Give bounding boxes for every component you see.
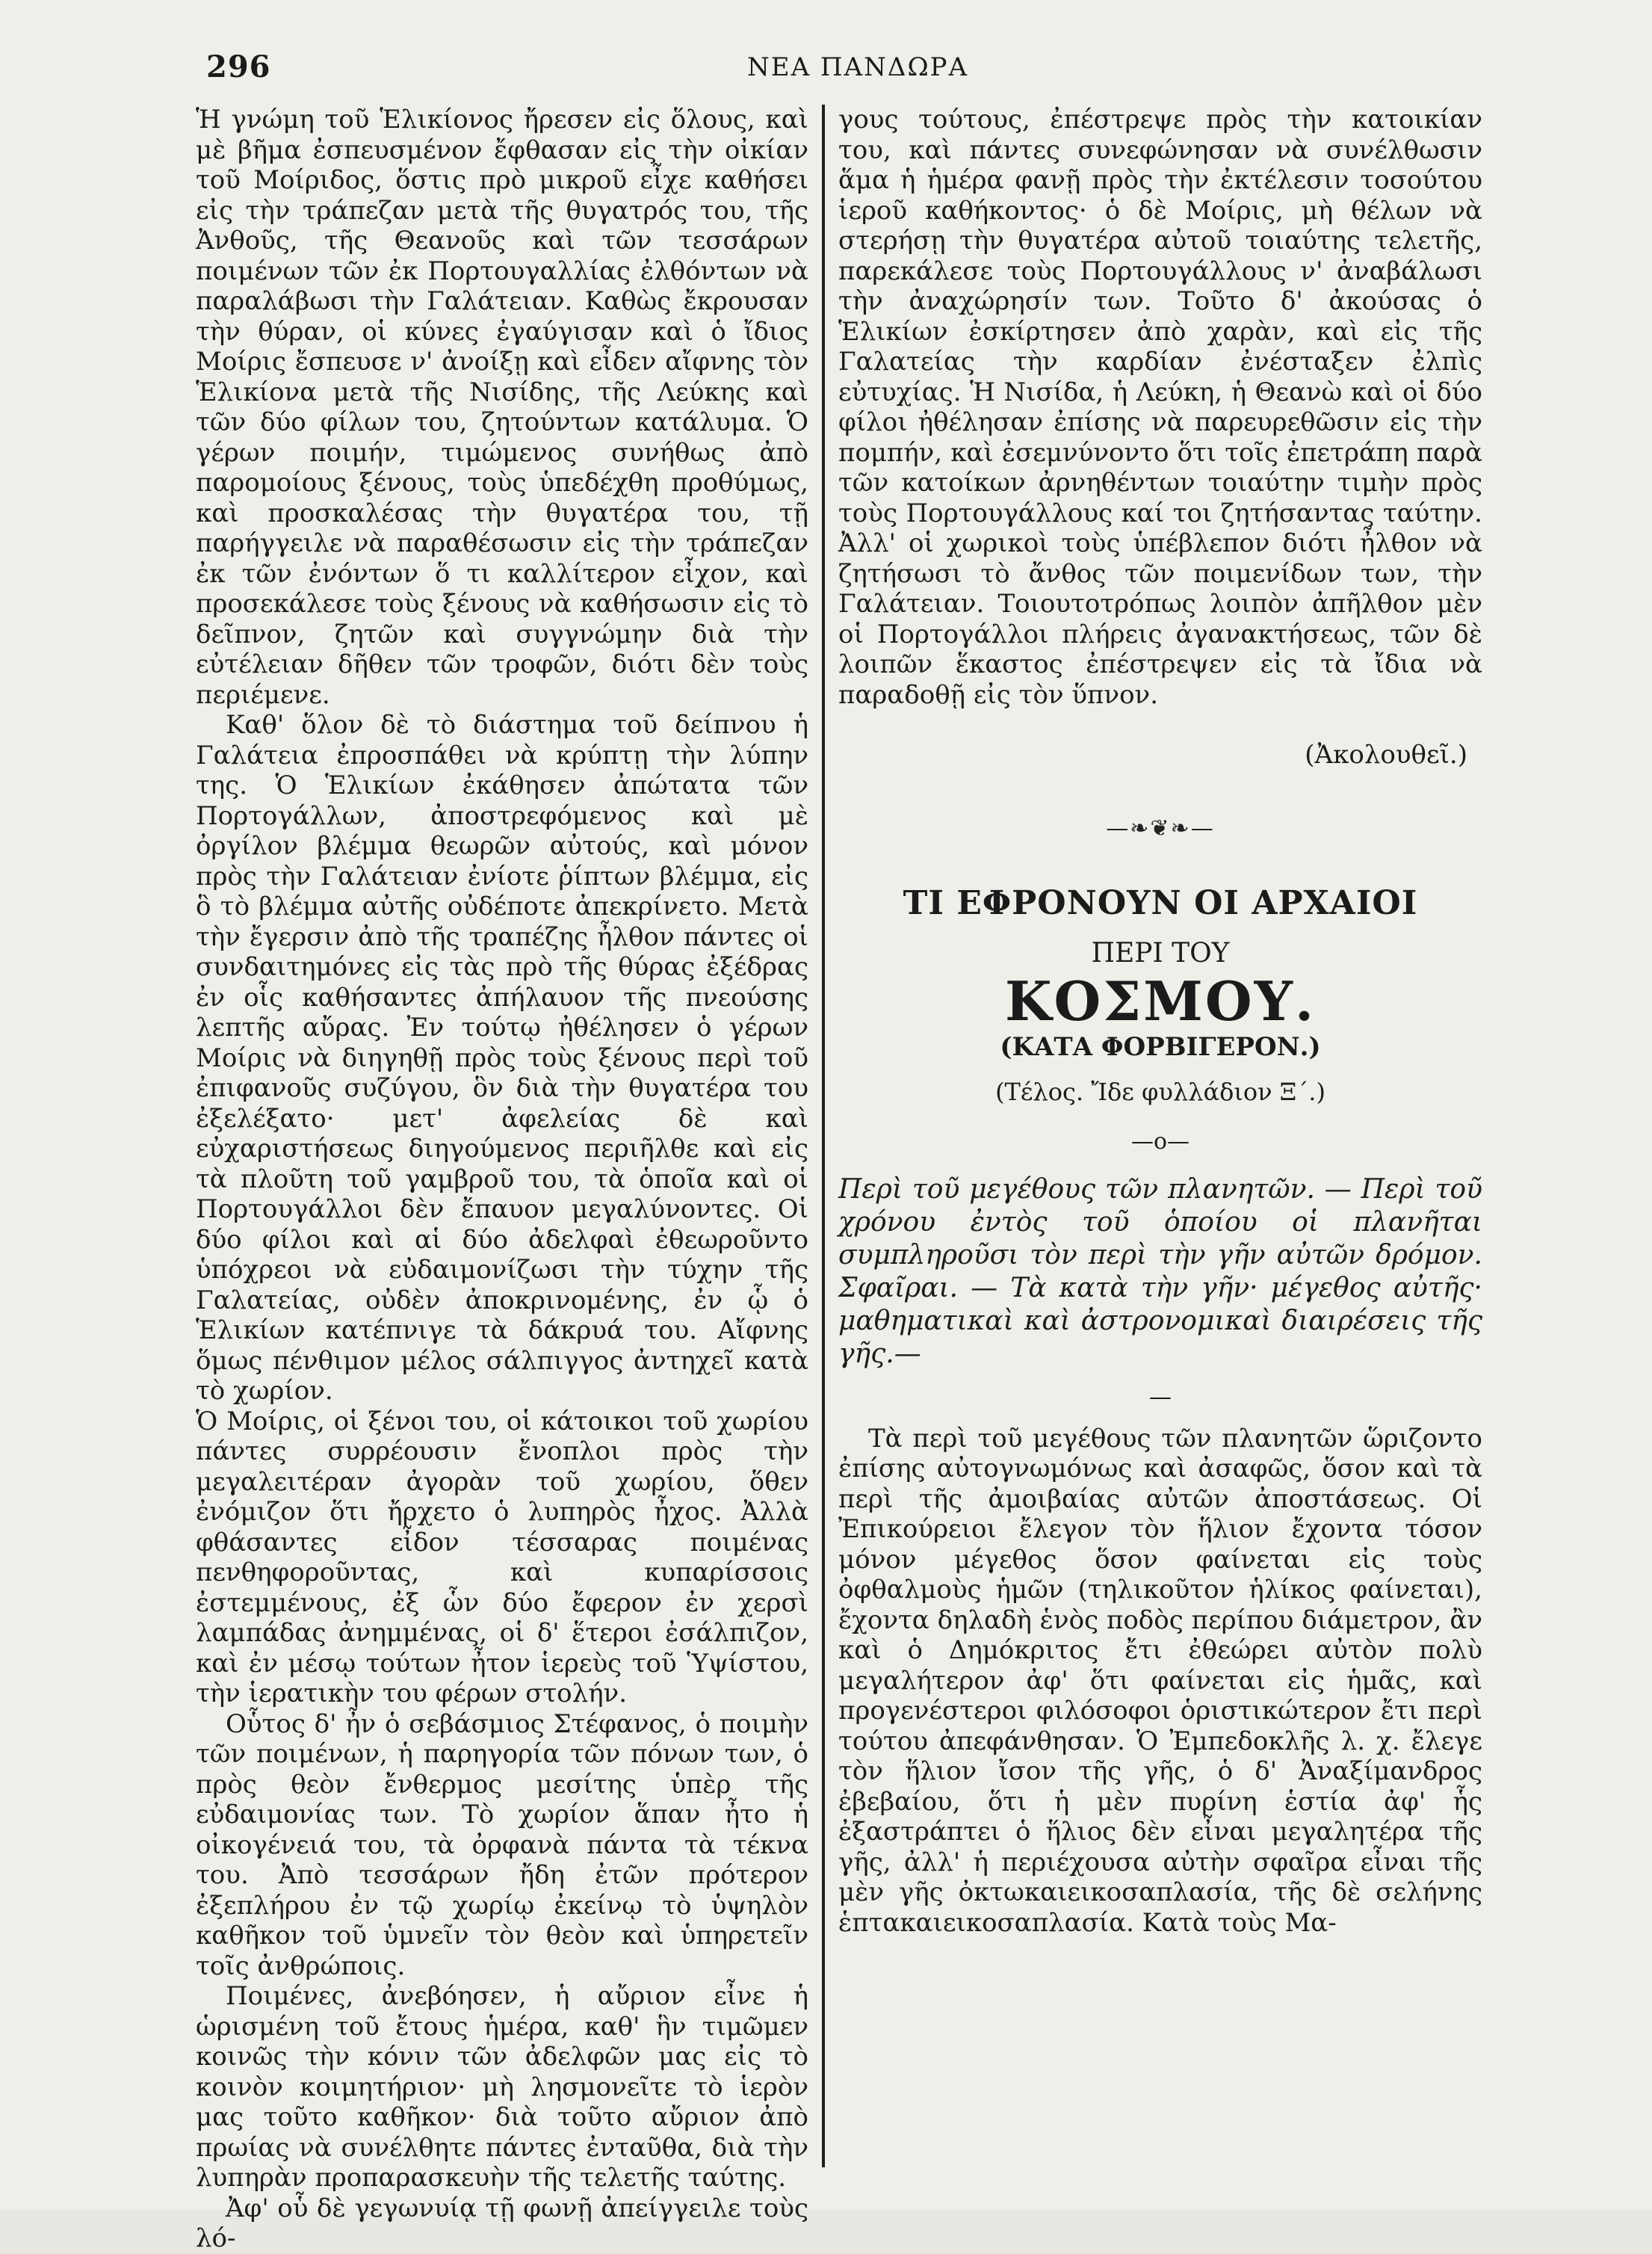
section-rule-short: — (1149, 1384, 1172, 1410)
column-divider (822, 105, 825, 2167)
left-column (196, 105, 808, 2253)
running-head (0, 49, 1652, 97)
article-title: ΤΙ ΕΦΡΟΝΟΥΝ ΟΙ ΑΡΧΑΙΟΙ (903, 884, 1418, 922)
to-be-continued-note: (Ἀκολουθεῖ.) (1305, 740, 1467, 770)
left-paragraph: Οὗτος δ' ἦν ὁ σεβάσμιος Στέφανος, ὁ ποιμὴν τῶν ποιμένων, ἡ παρηγορία τῶν πόνων των, ὁ πρὸς θεὸν ἔνθερμος μεσίτης ὑπὲρ τῆς εὐδαιμονίας των. Τὸ χωρίον ἅπαν ἦτο ἡ οἰκογένειά του, τὰ ὀρφανὰ πάντα τὰ τέκνα του. Ἀπὸ τεσσάρων ἤδη ἐτῶν πρότερον ἐξεπλήρου ἐν τῷ χωρίῳ ἐκείνῳ τὸ ὑψηλὸν καθῆκον τοῦ ὑμνεῖν τὸν θεὸν καὶ ὑπηρετεῖν τοῖς ἀνθρώποις. (196, 1708, 808, 1981)
article-body: Τὰ περὶ τοῦ μεγέθους τῶν πλανητῶν ὥριζοντο ἐπίσης αὐτογνωμόνως καὶ ἀσαφῶς, ὅσον καὶ τὰ περὶ τῆς ἀμοιβαίας αὐτῶν ἀποστάσεως. Οἱ Ἐπικούρειοι ἔλεγον τὸν ἥλιον ἔχοντα τόσον μόνον μέγεθος ὅσον φαίνεται εἰς τοὺς ὀφθαλμοὺς ἡμῶν (τηλικοῦτον ἡλίκος φαίνεται), ἔχοντα δηλαδὴ ἑνὸς ποδὸς περίπου διάμετρον, ἂν καὶ ὁ Δημόκριτος ἔτι ἐθεώρει αὐτὸν πολὺ μεγαλήτερον ἀφ' ὅτι φαίνεται εἰς ἡμᾶς, καὶ προγενέστεροι φιλόσοφοι ὁριστικώτερον ἔτι περὶ τούτου ἀπεφάνθησαν. Ὁ Ἐμπεδοκλῆς λ. χ. ἔλεγε τὸν ἥλιον ἴσον τῆς γῆς, ὁ δ' Ἀναξίμανδρος ἐβεβαίου, ὅτι ἡ μὲν πυρίνη ἑστία ἀφ' ἧς ἐξαστράπτει ὁ ἥλιος δὲν εἶναι μεγαλητέρα τῆς γῆς, ἀλλ' ἡ περιέχουσα αὐτὴν σφαῖρα εἶναι τῆς μὲν γῆς ὀκτωκαιεικοσαπλασία, τῆς δὲ σελήνης ἑπτακαιεικοσαπλασία. Κατὰ τοὺς Μα- (838, 1423, 1482, 1938)
section-rule: —o— (1130, 1128, 1190, 1155)
ornamental-divider: —❧❦❧— (1106, 815, 1215, 842)
article-subtitle: ΠΕΡΙ ΤΟΥ (1091, 937, 1230, 969)
left-paragraph: Ὁ Μοίρις, οἱ ξένοι του, οἱ κάτοικοι τοῦ χωρίου πάντες συρρέουσιν ἔνοπλοι πρὸς τὴν μεγαλειτέραν ἀγορὰν τοῦ χωρίου, ὅθεν ἐνόμιζον ὅτι ἤρχετο ὁ λυπηρὸς ἦχος. Ἀλλὰ φθάσαντες εἶδον τέσσαρας ποιμένας πενθηφοροῦντας, καὶ κυπαρίσσοις ἐστεμμένους, ἐξ ὧν δύο ἔφερον ἐν χερσὶ λαμπάδας ἀνημμένας, οἱ δ' ἕτεροι ἐσάλπιζον, καὶ ἐν μέσῳ τούτων ἦτον ἱερεὺς τοῦ Ὑψίστου, τὴν ἱερατικὴν του φέρων στολήν. (196, 1406, 808, 1708)
left-paragraph: Ἡ γνώμη τοῦ Ἑλικίονος ἤρεσεν εἰς ὅλους, καὶ μὲ βῆμα ἐσπευσμένον ἔφθασαν εἰς τὴν οἰκίαν τοῦ Μοίριδος, ὅστις πρὸ μικροῦ εἶχε καθήσει εἰς τὴν τράπεζαν μετὰ τῆς θυγατρός του, τῆς Ἀνθοῦς, τῆς Θεανοῦς καὶ τῶν τεσσάρων ποιμένων τῶν ἐκ Πορτουγαλλίας ἐλθόντων νὰ παραλάβωσι τὴν Γαλάτειαν. Καθὼς ἔκρουσαν τὴν θύραν, οἱ κύνες ἐγαύγισαν καὶ ὁ ἴδιος Μοίρις ἔσπευσε ν' ἀνοίξῃ καὶ εἶδεν αἴφνης τὸν Ἑλικίονα μετὰ τῆς Νισίδης, τῆς Λεύκης καὶ τῶν δύο φίλων του, ζητούντων κατάλυμα. Ὁ γέρων ποιμήν, τιμώμενος συνήθως ἀπὸ παρομοίους ξένους, τοὺς ὑπεδέχθη προθύμως, καὶ προσκαλέσας τὴν θυγατέρα του, τῇ παρήγγειλε νὰ παραθέσωσιν εἰς τὴν τράπεζαν ἐκ τῶν ἐνόντων ὅ τι καλλίτερον εἶχον, καὶ προσεκάλεσε τοὺς ξένους νὰ καθήσωσιν εἰς τὸ δεῖπνον, ζητῶν καὶ συγγνώμην διὰ τὴν εὐτέλειαν δῆθεν τῶν τροφῶν, διότι δὲν τοὺς περιέμενε. (196, 105, 808, 710)
journal-title: ΝΕΑ ΠΑΝΔΩΡΑ (747, 52, 969, 82)
right-paragraph: γους τούτους, ἐπέστρεψε πρὸς τὴν κατοικίαν του, καὶ πάντες συνεφώνησαν νὰ συνέλθωσιν ἅμα ἡ ἡμέρα φανῇ πρὸς τὴν ἐκτέλεσιν τοσούτου ἱεροῦ καθήκοντος· ὁ δὲ Μοίρις, μὴ θέλων νὰ στερήσῃ τὴν θυγατέρα αὐτοῦ τοιαύτης τελετῆς, παρεκάλεσε τοὺς Πορτουγάλλους ν' ἀναβάλωσι τὴν ἀναχώρησίν των. Τοῦτο δ' ἀκούσας ὁ Ἑλικίων ἐσκίρτησεν ἀπὸ χαρὰν, καὶ εἰς τῆς Γαλατείας τὴν καρδίαν ἐνέσταξεν ἐλπὶς εὐτυχίας. Ἡ Νισίδα, ἡ Λεύκη, ἡ Θεανὼ καὶ οἱ δύο φίλοι ἠθέλησαν ἐπίσης νὰ παρευρεθῶσιν εἰς τὴν πομπήν, καὶ ἐσεμνύνοντο ὅτι τοῖς ἐπετράπη παρὰ τῶν κατοίκων ἀρνηθέντων τοιαύτην τιμὴν πρὸς τοὺς Πορτουγάλλους καί τοι ζητήσαντας ταύτην. Ἀλλ' οἱ χωρικοὶ τοὺς ὑπέβλεπον διότι ἦλθον νὰ ζητήσωσι τὸ ἄνθος τῶν ποιμενίδων των, τὴν Γαλάτειαν. Τοιουτοτρόπως λοιπὸν ἀπῆλθον μὲν οἱ Πορτογάλλοι πλήρεις ἀγανακτήσεως, τῶν δὲ λοιπῶν ἕκαστος ἐπέστρεψεν εἰς τὰ ἴδια νὰ παραδοθῇ εἰς τὸν ὕπνον. (838, 105, 1482, 710)
right-column (838, 105, 1482, 2165)
left-paragraph: Καθ' ὅλον δὲ τὸ διάστημα τοῦ δείπνου ἡ Γαλάτεια ἐπροσπάθει νὰ κρύπτῃ τὴν λύπην της. Ὁ Ἑλικίων ἐκάθησεν ἀπώτατα τῶν Πορτογάλλων, ἀποστρεφόμενος καὶ μὲ ὀργίλον βλέμμα θεωρῶν αὐτούς, καὶ μόνον πρὸς τὴν Γαλάτειαν ἐνίοτε ῥίπτων βλέμμα, εἰς ὃ τὸ βλέμμα αὐτῆς οὐδέποτε ἀπεκρίνετο. Μετὰ τὴν ἔγερσιν ἀπὸ τῆς τραπέζης ἦλθον πάντες οἱ συνδαιτημόνες εἰς τὰς πρὸ τῆς θύρας ἐξέδρας ἐν οἷς καθήσαντες ἀπήλαυον τῆς πνεούσης λεπτῆς αὔρας. Ἐν τούτῳ ἠθέλησεν ὁ γέρων Μοίρις νὰ διηγηθῇ πρὸς τοὺς ξένους περὶ τοῦ ἐπιφανοῦς συζύγου, ὃν διὰ τὴν θυγατέρα του ἐξελέξατο· μετ' ἀφελείας δὲ καὶ εὐχαριστήσεως διηγούμενος περιῆλθε καὶ εἰς τὰ πλοῦτη τοῦ γαμβροῦ του, τὰ ὁποῖα καὶ οἱ Πορτουγάλλοι δὲν ἔπαυον μεγαλύνοντες. Οἱ δύο φίλοι καὶ αἱ δύο ἀδελφαὶ ἐθεωροῦντο ὑπόχρεοι νὰ εὐδαιμονίζωσι τὴν τύχην τῆς Γαλατείας, οὐδὲν ἀποκρινομένης, ἐν ᾧ ὁ Ἑλικίων κατέπνιγε τὰ δάκρυά του. Αἴφνης ὅμως πένθιμον μέλος σάλπιγγος ἀντηχεῖ κατὰ τὸ χωρίον. (196, 710, 808, 1406)
page-number: 296 (206, 49, 271, 84)
article-source: (ΚΑΤΑ ΦΟΡΒΙΓΕΡΟΝ.) (1000, 1031, 1321, 1062)
article-summary: Περὶ τοῦ μεγέθους τῶν πλανητῶν. — Περὶ τοῦ χρόνου ἐντὸς τοῦ ὁποίου οἱ πλανῆται συμπληροῦσι τὸν περὶ τὴν γῆν αὐτῶν δρόμον. Σφαῖραι. — Τὰ κατὰ τὴν γῆν· μέγεθος αὐτῆς· μαθηματικαὶ καὶ ἀστρονομικαὶ διαιρέσεις τῆς γῆς.— (838, 1174, 1482, 1369)
article-header (838, 884, 1482, 1108)
article-continuation-note: (Τέλος. Ἴδε φυλλάδιον Ξ΄.) (995, 1078, 1325, 1106)
left-paragraph: Ποιμένες, ἀνεβόησεν, ἡ αὔριον εἶνε ἡ ὡρισμένη τοῦ ἔτους ἡμέρα, καθ' ἣν τιμῶμεν κοινῶς τὴν κόνιν τῶν ἀδελφῶν μας εἰς τὸ κοινὸν κοιμητήριον· μὴ λησμονεῖτε τὸ ἱερὸν μας τοῦτο καθῆκον· διὰ τοῦτο αὔριον ἀπὸ πρωίας νὰ συνέλθητε πάντες ἐνταῦθα, διὰ τὴν λυπηρὰν προπαρασκευὴν τῆς τελετῆς ταύτης. (196, 1981, 808, 2193)
left-paragraph: Ἀφ' οὗ δὲ γεγωνυίᾳ τῇ φωνῇ ἀπείγγειλε τοὺς λό- (196, 2193, 808, 2253)
article-main-title: ΚΟΣΜΟΥ. (1004, 969, 1317, 1033)
